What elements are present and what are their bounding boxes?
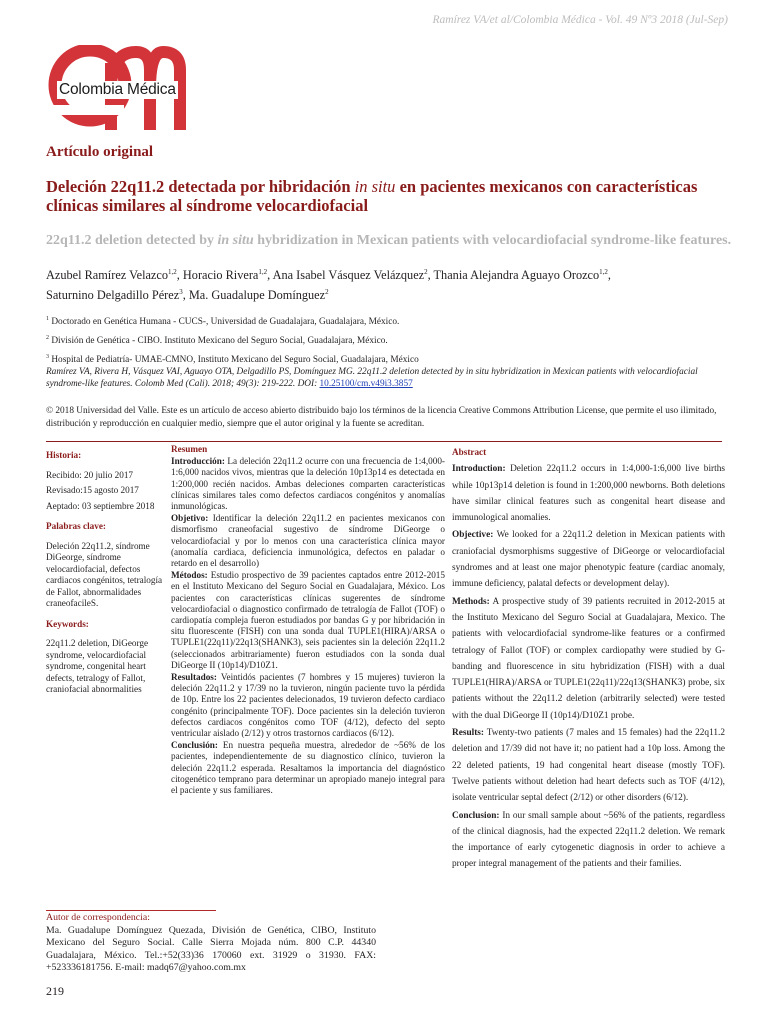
affiliation-number: 3 [46, 354, 49, 361]
section-label: Resultados: [171, 672, 217, 683]
title-es-part2: en pacientes mexicanos con características clínicas similares al síndrome velocardiofacial [46, 177, 698, 215]
title-en-part1: 22q11.2 deletion detected by [46, 233, 218, 248]
section-text: La deleción 22q11.2 ocurre con una frecuencia de 1:4,000-1:6,000 nacidos vivos, mientras que la deleción 10p13p14 es detectada en 1:200,000 recién nacidos. Ambas deleciones comparten características clínicas similares tales como defectos cardiacos congénitos y anomalías inmunológicas. [171, 456, 445, 512]
author-affiliation: 3 [179, 288, 183, 297]
resumen-column [171, 444, 445, 797]
author-separator: , [176, 268, 183, 283]
affiliation-text: División de Genética - CIBO. Instituto Mexicano del Seguro Social, Guadalajara, México. [51, 336, 388, 347]
section-label: Conclusion: [452, 810, 500, 821]
abstract-conclusion [452, 808, 725, 873]
doi-link[interactable]: 10.25100/cm.v49i3.3857 [319, 379, 413, 389]
abstract-methods [452, 594, 725, 724]
accepted-date: Aeptado: 03 septiembre 2018 [46, 500, 155, 511]
author-name: Thania Alejandra Aguayo Orozco [433, 268, 600, 283]
journal-logo [46, 45, 186, 130]
affiliation-list [46, 311, 736, 368]
history-section [46, 450, 164, 512]
author-3 [273, 268, 434, 282]
resumen-heading: Resumen [171, 444, 208, 454]
section-label: Introducción: [171, 456, 225, 467]
title-en-part2: hybridization in Mexican patients with velocardiofacial syndrome-like features. [253, 233, 732, 248]
author-separator: , [267, 268, 273, 283]
history-heading: Historia: [46, 450, 82, 460]
author-4 [434, 268, 611, 282]
affiliation-text: Hospital de Pediatría- UMAE-CMNO, Instituto Mexicano del Seguro Social, Guadalajara, México [51, 355, 419, 366]
author-list [46, 264, 736, 304]
abstract-introduction [452, 461, 725, 526]
resumen-introduction [171, 456, 445, 512]
section-text: In our small sample about ~56% of the patients, regardless of the clinical diagnosis, had the expected 22q11.2 deletion. We remark the importance of early cytogenetic diagnosis in order to achieve a proper integral management of the patients and their families. [452, 810, 725, 870]
author-1 [46, 268, 183, 282]
section-text: We looked for a 22q11.2 deletion in Mexican patients with craniofacial dysmorphisms suggestive of DiGeorge or velocardiofacial syndromes and at least one major phenotypic feature (cardiac anomaly, immune deficiency, palatal defects or development delay). [452, 530, 725, 590]
section-label: Objective: [452, 530, 494, 541]
license-statement: © 2018 Universidad del Valle. Este es un artículo de acceso abierto distribuido bajo los términos de la licencia Creative Commons Attribution License, que permite el uso ilimitado, distribución y reproducción en cualquier medio, siempre que el autor original y la fuente se acreditan. [46, 406, 717, 429]
author-affiliation: 2 [325, 288, 329, 297]
running-header: Ramírez VA/et al/Colombia Médica - Vol. 49 Nº3 2018 (Jul-Sep) [432, 14, 728, 26]
author-affiliation: 1,2 [168, 268, 177, 276]
author-6 [189, 288, 329, 302]
section-label: Introduction: [452, 464, 506, 475]
article-type: Artículo original [46, 144, 154, 160]
abstract-heading: Abstract [452, 447, 487, 457]
author-name: Ma. Guadalupe Domínguez [188, 288, 326, 303]
section-text: Estudio prospectivo de 39 pacientes captados entre 2012-2015 en el Instituto Mexicano del Seguro Social en Guadalajara, México. Los pacientes con características clínicas sugerentes de síndrome velocardiofacial o diagnostico confirmado de tetralogía de Fallot (TOF) o cardiopatía compleja fueron estudiados por bandas G y por hibridación in situ fluorescente (FISH) con una sonda dual TUPLE1(HIRA)/ARSA o TUPLE1(22q11)/22q13(SHANK3), seis pacientes sin la deleción 22q11.2 (seleccionados arbitrariamente) fueron estudiados con la sonda dual DiGeorge II (10p14)/D10Z1. [171, 570, 445, 670]
page-number: 219 [46, 984, 64, 998]
resumen-conclusion [171, 740, 445, 796]
author-separator: , [182, 288, 189, 303]
keywords-en: 22q11.2 deletion, DiGeorge syndrome, velocardiofacial syndrome, congenital heart defects, tetralogy of Fallot, craniofacial abnormalities [46, 638, 149, 694]
title-english [46, 232, 736, 249]
section-text: Veintidós pacientes (7 hombres y 15 mujeres) tuvieron la deleción 22q11.2 y 17/39 no la tuvieron, ningún paciente tuvo la pérdida de 10p. Entre los 22 pacientes delecionados, 19 tuvieron defecto cardiaco congénito (principalmente TOF). Doce pacientes sin la deleción tuvieron defectos cardiacos congénitos como TOF (4/12), defecto del septo ventricular aislado (2/12) y otros trastornos cardiacos (6/12). [171, 672, 445, 739]
abstract-column [452, 444, 725, 874]
abstract-results [452, 725, 725, 806]
keywords-es-section [46, 521, 164, 610]
title-spanish [46, 177, 736, 215]
author-name: Azubel Ramírez Velazco [46, 268, 169, 283]
abstract-objective [452, 527, 725, 592]
section-label: Métodos: [171, 570, 208, 581]
affiliation-number: 1 [46, 316, 49, 322]
affiliation-text: Doctorado en Genética Humana - CUCS-, Universidad de Guadalajara, Guadalajara, México. [51, 317, 400, 328]
author-separator: , [607, 268, 611, 283]
affiliation-number: 2 [46, 335, 49, 342]
corresponding-author [46, 910, 376, 975]
corresponding-author-details: Ma. Guadalupe Domínguez Quezada, División de Genética, CIBO, Instituto Mexicano del Seguro Social. Calle Sierra Mojada núm. 800 C.P. 44340 Guadalajara, México. Tel.:+52(33)36 170060 ext. 31929 o 31930. FAX: +52333618175​6. E-mail: madq67@yahoo.com.mx [46, 924, 376, 973]
citation [46, 366, 736, 390]
keywords-en-heading: Keywords: [46, 618, 89, 629]
resumen-results [171, 672, 445, 739]
author-affiliation: 1,2 [258, 268, 268, 276]
journal-logo-label: Colombia Médica [59, 81, 176, 98]
title-en-italic: in situ [217, 233, 254, 248]
section-text: Identificar la deleción 22q11.2 en pacientes mexicanos con dismorfismo craneofacial sugestivo de síndrome DiGeorge o velocardiofacial y por lo menos con una característica clínica mayor (anomalía cardiaca, deficiencia inmunológica, defectos en paladar o retardo en el desarrollo) [171, 513, 445, 569]
corresponding-author-heading: Autor de correspondencia: [46, 910, 216, 925]
author-affiliation: 2 [424, 268, 428, 276]
citation-text: Ramírez VA, Rivera H, Vásquez VAI, Aguayo OTA, Delgadillo PS, Domínguez MG. 22q11.2 deletion detected by in situ hybridization in Mexican patients with velocardiofacial syndrome-like features. Colomb Med (Cali). 2018; 49(3): 219-222. DOI: [46, 367, 698, 389]
title-es-italic: in situ [354, 177, 396, 196]
revised-date: Revisado:15 agosto 2017 [46, 485, 139, 495]
received-date: Recibido: 20 julio 2017 [46, 469, 134, 480]
title-es-part1: Deleción 22q11.2 detectada por hibridación [46, 177, 355, 196]
section-divider [46, 441, 722, 442]
author-2 [183, 268, 273, 282]
author-5 [46, 288, 189, 302]
article-sidebar [46, 450, 164, 705]
section-label: Results: [452, 728, 485, 739]
keywords-en-section [46, 619, 164, 696]
resumen-objective [171, 513, 445, 569]
author-affiliation: 1,2 [599, 268, 608, 276]
section-label: Conclusión: [171, 740, 218, 751]
keywords-es-heading: Palabras clave: [46, 521, 106, 531]
author-separator: , [427, 268, 434, 283]
section-label: Methods: [452, 596, 490, 607]
author-name: Saturnino Delgadillo Pérez [46, 288, 180, 303]
affiliation-item [46, 330, 736, 349]
keywords-es: Deleción 22q11.2, síndrome DiGeorge, síndrome velocardiofacial, defectos cardiacos congénitos, tetralogía de Fallot, abnormalidades craneofacileS. [46, 540, 163, 608]
section-text: Deletion 22q11.2 occurs in 1:4,000-1:6,000 live births while 10p13p14 deletion is found in 1:200,000 newborns. Both deletions have similar clinical features such as congenital heart disease and immunological anomalies. [452, 464, 725, 524]
section-text: A prospective study of 39 patients recruited in 2012-2015 at the Instituto Mexicano del Seguro Social at Guadalajara, Mexico. The patients with velocardiofacial syndrome-like features or a confirmed tetralogy of Fallot (TOF) or complex cardiopathy were studied by G-banding and fluorescence in situ hybridization (FISH) with a dual TUPLE1(HIRA)/ARSA or TUPLE1(22q11)/22q13(SHANK3) probe, six patients without the 22q11.2 deletion (arbitrarily selected) were tested with the dual DiGeorge II (10p14)/D10Z1 probe. [452, 596, 725, 721]
resumen-methods [171, 570, 445, 671]
section-text: En nuestra pequeña muestra, alrededor de ~56% de los pacientes, independientemente de su diagnostico clínico, tuvieron la deleción 22q11.2 esperada. Resaltamos la importancia del diagnóstico citogenético temprano para determinar un apropiado manejo integral para el paciente y sus familiares. [171, 740, 445, 796]
section-text: Twenty-two patients (7 males and 15 females) had the 22q11.2 deletion and 17/39 did not have it; no patient had a 10p loss. Among the 22 deleted patients, 19 had congenital heart disease (mostly TOF). Twelve patients without deletion had heart defects such as TOF (4/12), isolate ventricular septal defect (2/12) or other disorders (6/12). [452, 728, 725, 804]
author-name: Horacio Rivera [182, 268, 259, 283]
affiliation-item [46, 311, 736, 330]
author-name: Ana Isabel Vásquez Velázquez [272, 268, 425, 283]
section-label: Objetivo: [171, 513, 209, 524]
